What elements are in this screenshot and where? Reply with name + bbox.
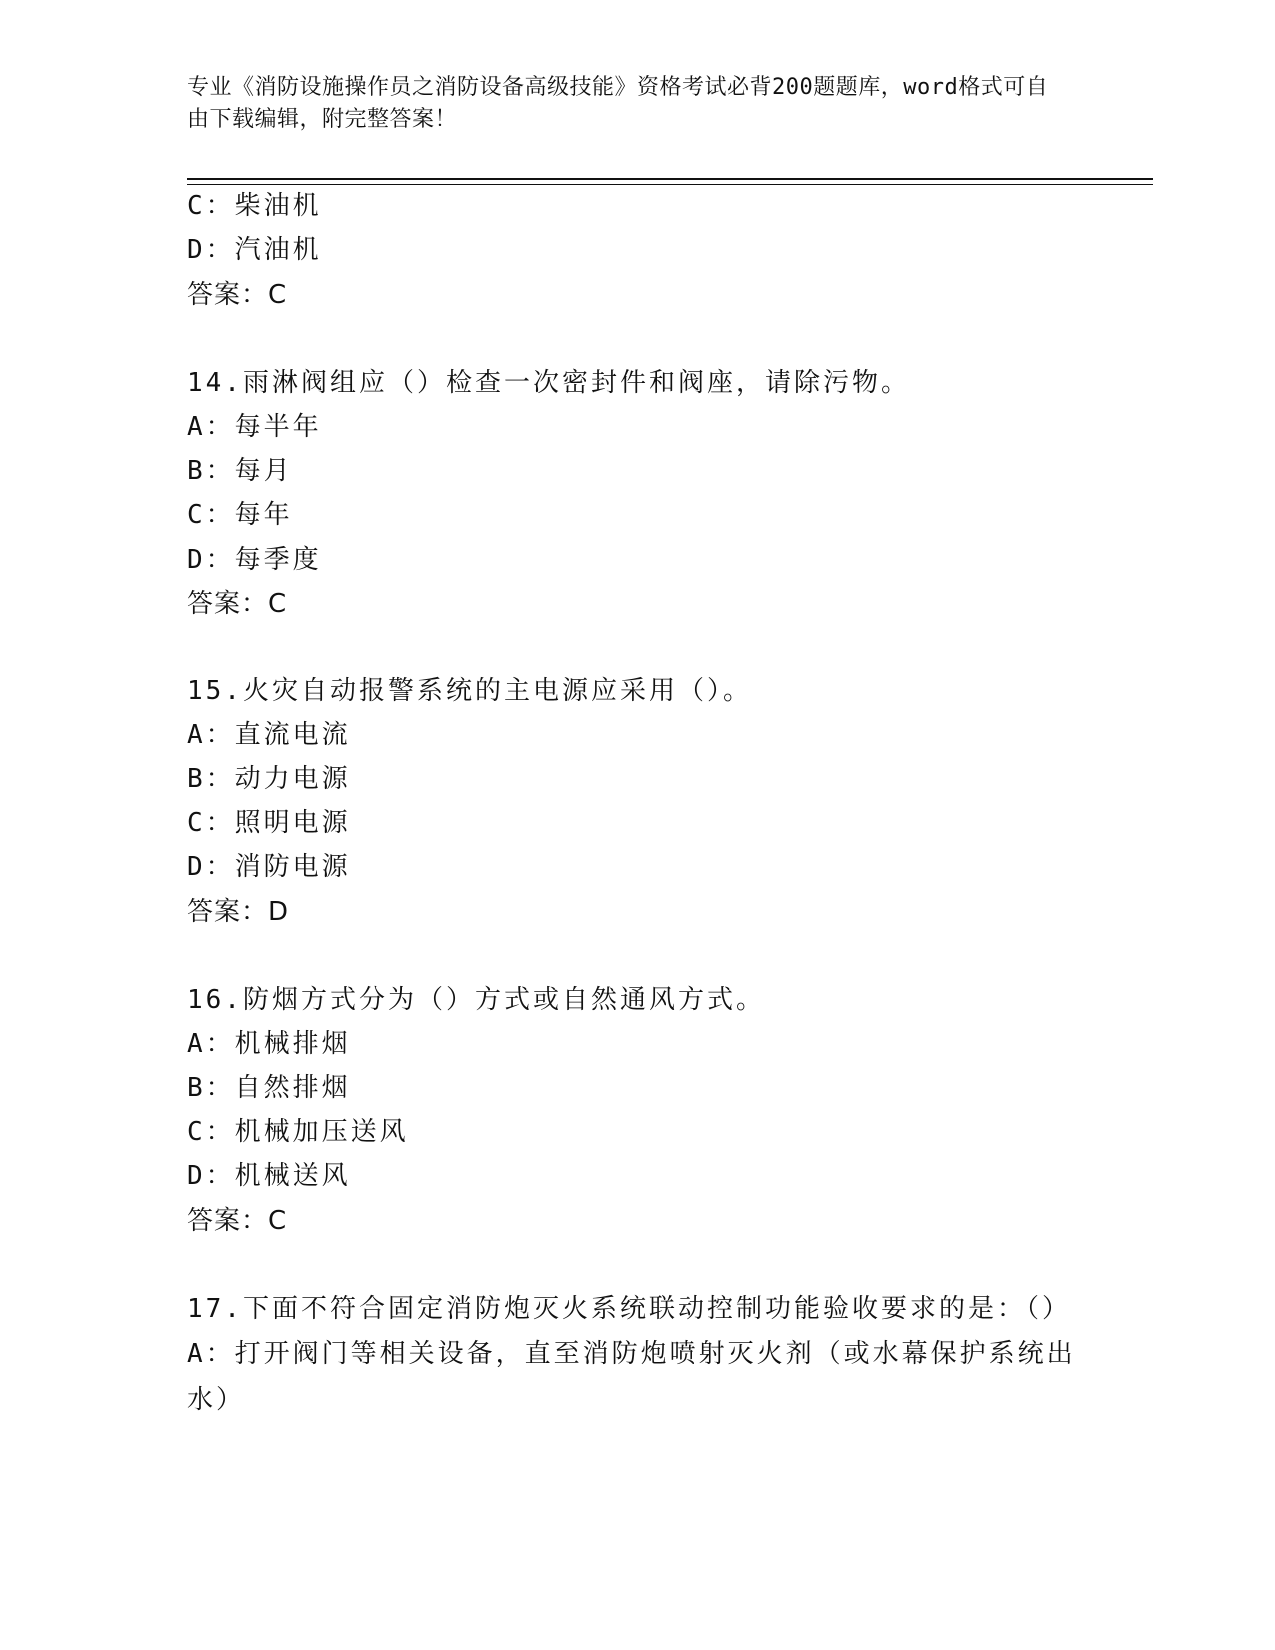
document-header: 专业《消防设施操作员之消防设备高级技能》资格考试必背200题题库，word格式可自由下载编辑，附完整答案！: [187, 75, 1049, 132]
q15-answer: 答案：D: [187, 897, 290, 927]
q15-option-b: B：动力电源: [187, 764, 351, 794]
q14-question: 14.雨淋阀组应（）检查一次密封件和阀座，请除污物。: [187, 368, 910, 398]
q13-answer: 答案：C: [187, 280, 288, 310]
q16-option-d: D：机械送风: [187, 1161, 351, 1191]
q15-option-c: C：照明电源: [187, 808, 351, 838]
q16-option-a: A：机械排烟: [187, 1029, 351, 1059]
q13-option-d: D：汽油机: [187, 235, 322, 265]
q15-question: 15.火灾自动报警系统的主电源应采用（）。: [187, 676, 752, 706]
q16-option-b: B：自然排烟: [187, 1073, 351, 1103]
q16-answer: 答案：C: [187, 1206, 288, 1236]
header-divider-thin: [187, 184, 1153, 185]
q17-question: 17.下面不符合固定消防炮灭火系统联动控制功能验收要求的是：（）: [187, 1294, 1071, 1324]
q14-option-a: A：每半年: [187, 412, 322, 442]
header-divider-thick: [187, 178, 1153, 180]
q14-option-b: B：每月: [187, 456, 293, 486]
q13-option-c: C：柴油机: [187, 191, 322, 221]
q14-option-c: C：每年: [187, 500, 293, 530]
q17-option-a: A：打开阀门等相关设备，直至消防炮喷射灭火剂（或水幕保护系统出水）: [187, 1339, 1076, 1415]
q14-answer: 答案：C: [187, 589, 288, 619]
q15-option-a: A：直流电流: [187, 720, 351, 750]
q15-option-d: D：消防电源: [187, 852, 351, 882]
q16-question: 16.防烟方式分为（）方式或自然通风方式。: [187, 985, 765, 1015]
q16-option-c: C：机械加压送风: [187, 1117, 409, 1147]
q14-option-d: D：每季度: [187, 545, 322, 575]
